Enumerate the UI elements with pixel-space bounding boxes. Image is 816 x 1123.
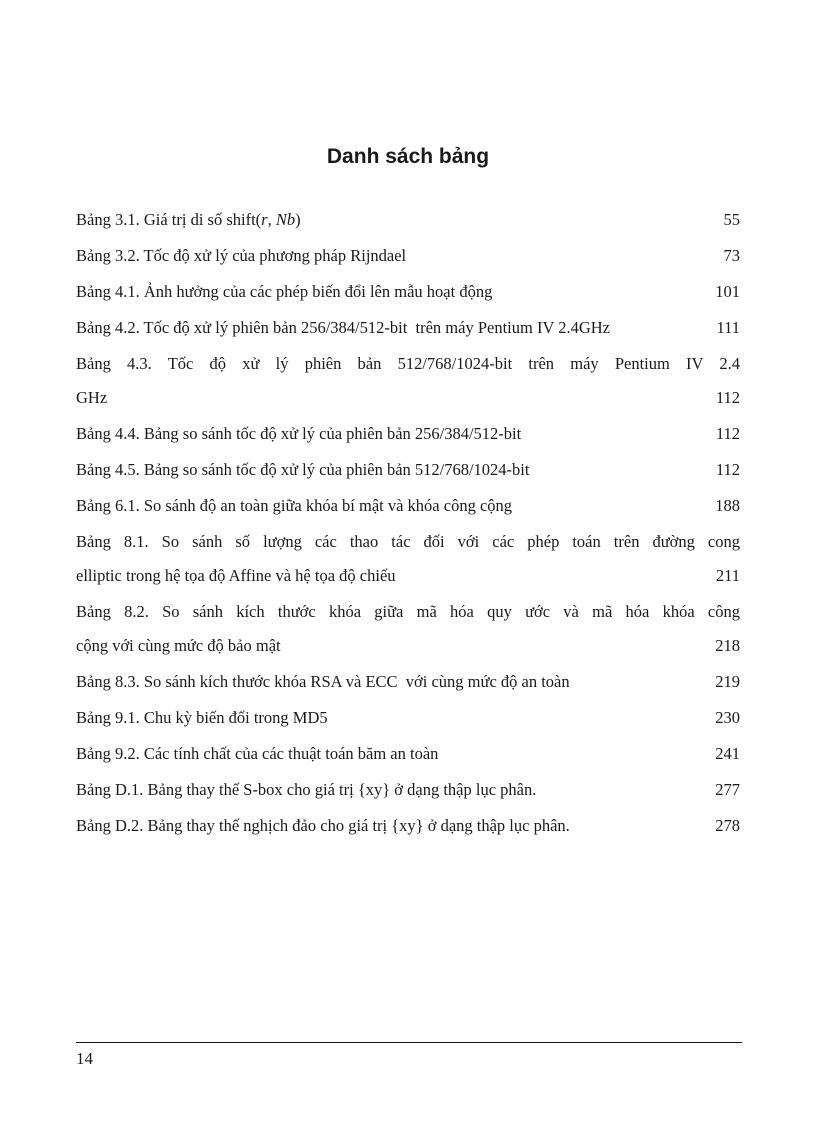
entry-page-number: 55 <box>723 210 740 229</box>
list-item <box>76 701 740 735</box>
entry-text: Bảng 3.1. Giá trị di số shift(r, Nb) <box>76 210 301 229</box>
list-item <box>76 347 740 415</box>
footer-divider <box>76 1042 742 1043</box>
entry-text: Bảng 4.2. Tốc độ xử lý phiên bản 256/384/512-bit trên máy Pentium IV 2.4GHz <box>76 318 610 337</box>
entry-page-number: 230 <box>715 708 740 727</box>
entry-page-number: 112 <box>715 460 740 479</box>
footer-page-number: 14 <box>76 1049 93 1068</box>
entry-page-number: 112 <box>715 388 740 407</box>
entry-text-line1: Bảng 8.1. So sánh số lượng các thao tác đối với các phép toán trên đường cong <box>76 532 740 551</box>
entry-text: Bảng 9.1. Chu kỳ biến đổi trong MD5 <box>76 708 328 727</box>
entry-page-number: 219 <box>715 672 740 691</box>
entry-text-line2: GHz <box>76 388 108 407</box>
entry-text-block <box>76 595 740 663</box>
list-item <box>76 665 740 699</box>
entry-page-number: 278 <box>715 816 740 835</box>
list-item <box>76 773 740 807</box>
list-item <box>76 203 740 237</box>
entry-text-line1: Bảng 8.2. So sánh kích thước khóa giữa mã hóa quy ước và mã hóa khóa công <box>76 602 740 621</box>
list-item <box>76 453 740 487</box>
entry-page-number: 188 <box>715 496 740 515</box>
entry-text-block <box>76 347 740 415</box>
entry-page-number: 111 <box>716 318 740 337</box>
entry-text-line2: elliptic trong hệ tọa độ Affine và hệ tọa độ chiếu <box>76 566 396 585</box>
entry-text: Bảng 4.4. Bảng so sánh tốc độ xử lý của phiên bản 256/384/512-bit <box>76 424 522 443</box>
list-item <box>76 737 740 771</box>
entry-text: Bảng 4.1. Ảnh hưởng của các phép biến đổi lên mẫu hoạt động <box>76 282 493 301</box>
entry-text: Bảng D.2. Bảng thay thế nghịch đảo cho giá trị {xy} ở dạng thập lục phân. <box>76 816 570 835</box>
entry-page-number: 112 <box>715 424 740 443</box>
entry-text-line1: Bảng 4.3. Tốc độ xử lý phiên bản 512/768/1024-bit trên máy Pentium IV 2.4 <box>76 354 740 373</box>
list-item <box>76 595 740 663</box>
list-item <box>76 809 740 843</box>
entry-text: Bảng D.1. Bảng thay thế S-box cho giá trị {xy} ở dạng thập lục phân. <box>76 780 537 799</box>
entry-text: Bảng 9.2. Các tính chất của các thuật toán băm an toàn <box>76 744 439 763</box>
entry-page-number: 101 <box>715 282 740 301</box>
table-list <box>76 203 740 845</box>
list-item <box>76 275 740 309</box>
list-item <box>76 489 740 523</box>
entry-page-number: 277 <box>715 780 740 799</box>
list-item <box>76 417 740 451</box>
entry-page-number: 211 <box>715 566 740 585</box>
list-item <box>76 311 740 345</box>
entry-text: Bảng 6.1. So sánh độ an toàn giữa khóa bí mật và khóa công cộng <box>76 496 513 515</box>
list-item <box>76 525 740 593</box>
entry-text-line2: cộng với cùng mức độ bảo mật <box>76 636 281 655</box>
page-title: Danh sách bảng <box>326 145 490 168</box>
entry-text: Bảng 8.3. So sánh kích thước khóa RSA và ECC với cùng mức độ an toàn <box>76 672 570 691</box>
entry-page-number: 73 <box>723 246 740 265</box>
entry-text-block <box>76 525 740 593</box>
entry-text: Bảng 3.2. Tốc độ xử lý của phương pháp Rijndael <box>76 246 407 265</box>
entry-page-number: 241 <box>715 744 740 763</box>
entry-text: Bảng 4.5. Bảng so sánh tốc độ xử lý của phiên bản 512/768/1024-bit <box>76 460 530 479</box>
entry-page-number: 218 <box>715 636 740 655</box>
list-item <box>76 239 740 273</box>
